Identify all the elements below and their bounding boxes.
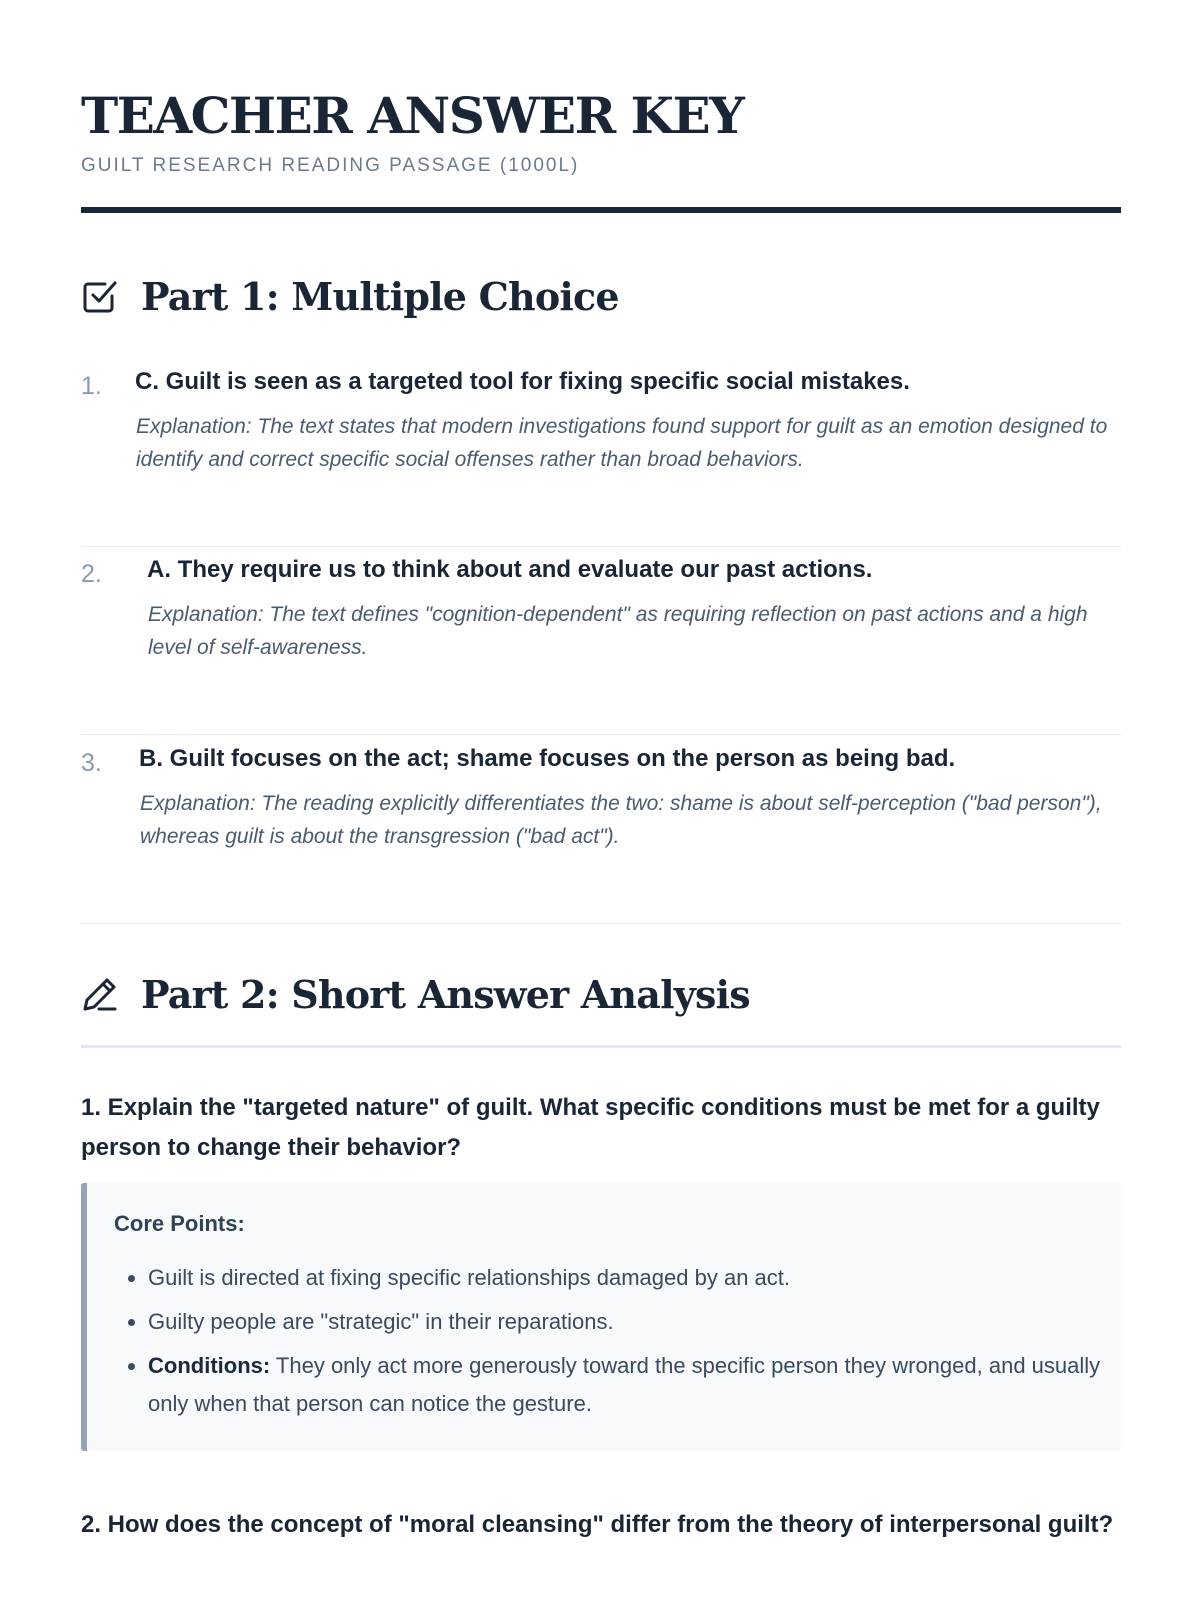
conditions-label: Conditions:: [148, 1353, 271, 1378]
mc-answer: B. Guilt focuses on the act; shame focuses on the person as being bad.: [139, 745, 956, 772]
list-item: • Guilty people are "strategic" in their reparations.: [148, 1303, 1104, 1341]
mc-explanation: Explanation: The text defines "cognition-dependent" as requiring reflection on past actions and a high level of self-awareness.: [148, 603, 1088, 659]
core-points-list: [114, 1259, 1104, 1429]
mc-explanation: Explanation: The text states that modern investigations found support for guilt as an emotion designed to identify and correct specific social offenses rather than broad behaviors.: [136, 415, 1108, 471]
sa-question-2: 2. How does the concept of "moral cleansing" differ from the theory of interpersonal guilt?: [81, 1511, 1114, 1538]
sa-question-1: 1. Explain the "targeted nature" of guilt. What specific conditions must be met for a guilty person to change their behavior?: [81, 1094, 1100, 1161]
part2-divider: [81, 1045, 1121, 1048]
mc-item-1: [81, 358, 1121, 547]
core-points-box: [81, 1183, 1121, 1451]
mc-answer: A. They require us to think about and evaluate our past actions.: [147, 556, 873, 583]
core-points-label: Core Points:: [114, 1211, 245, 1236]
page-title: TEACHER ANSWER KEY: [81, 86, 744, 145]
page-subtitle: GUILT RESEARCH READING PASSAGE (1000L): [81, 155, 580, 176]
part2-header: [81, 964, 750, 1024]
mc-item-2: [81, 546, 1121, 735]
mc-number: 2.: [81, 560, 102, 588]
mc-number: 3.: [81, 749, 102, 777]
part1-title: Part 1: Multiple Choice: [141, 273, 619, 319]
mc-number: 1.: [81, 372, 102, 400]
checkbox-icon: [81, 277, 119, 315]
mc-answer: C. Guilt is seen as a targeted tool for fixing specific social mistakes.: [135, 368, 910, 395]
mc-explanation: Explanation: The reading explicitly differentiates the two: shame is about self-perception ("bad person"), whereas guilt is about the transgression ("bad act").: [140, 792, 1102, 848]
pencil-icon: [81, 975, 119, 1013]
list-item: • Guilt is directed at fixing specific relationships damaged by an act.: [148, 1259, 1104, 1297]
part1-header: [81, 266, 619, 326]
title-divider: [81, 207, 1121, 213]
list-item: • Conditions: They only act more generously toward the specific person they wronged, and usually only when that person can notice the gesture.: [148, 1347, 1104, 1423]
mc-item-3: [81, 735, 1121, 924]
part2-title: Part 2: Short Answer Analysis: [141, 971, 750, 1017]
